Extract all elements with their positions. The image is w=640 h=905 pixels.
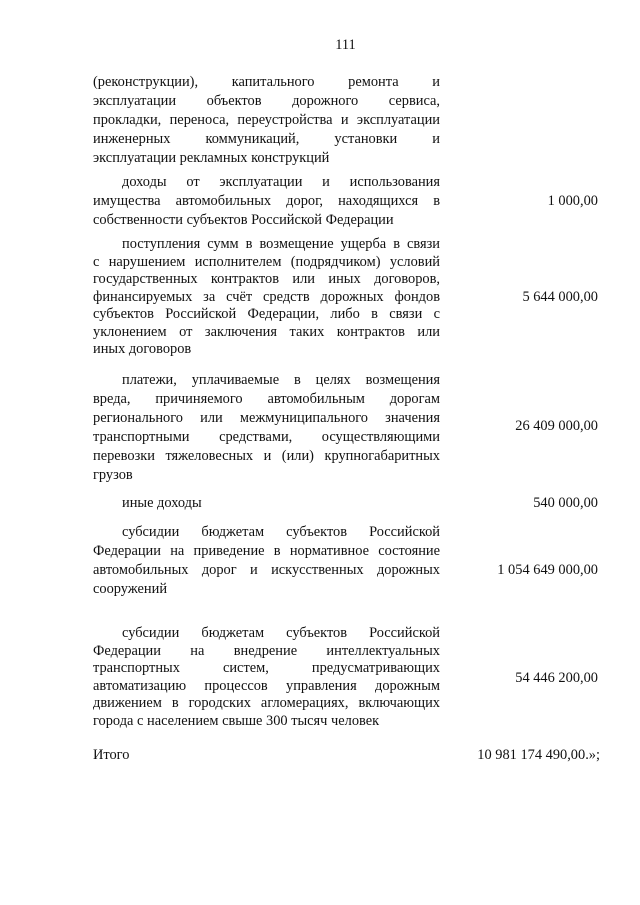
row-line: сооружений	[93, 581, 168, 597]
row-line: эксплуатации объектов дорожного сервиса,	[93, 93, 440, 109]
row-amount: 5 644 000,00	[522, 289, 598, 305]
row-amount: 540 000,00	[533, 495, 598, 511]
row-line: субсидии бюджетам субъектов Российской	[122, 524, 440, 540]
row-amount: 1 054 649 000,00	[497, 562, 598, 578]
row-line: Федерации на внедрение интеллектуальных	[93, 642, 440, 659]
total-amount: 10 981 174 490,00.»;	[477, 747, 600, 763]
row-line: прокладки, переноса, переустройства и эксплуатации	[93, 112, 440, 128]
row-line: грузов	[93, 467, 133, 483]
page-number: 111	[335, 37, 356, 53]
row-line: иных договоров	[93, 341, 192, 357]
row-line: транспортными средствами, осуществляющими	[93, 429, 440, 445]
row-line: субъектов Российской Федерации, либо в связи с	[93, 306, 440, 322]
row-line: иные доходы	[122, 495, 202, 511]
table-row-subsidies-its	[93, 625, 440, 730]
row-line: имущества автомобильных дорог, находящихся в	[93, 193, 440, 209]
table-row-other-income	[93, 494, 440, 513]
row-line: уклонением от заключения таких контрактов или	[93, 323, 440, 340]
row-line: собственности субъектов Российской Федерации	[93, 212, 394, 228]
table-row-subsidies-roads	[93, 523, 440, 599]
table-row-continuation	[93, 73, 440, 168]
table-row-damage-compensation	[93, 236, 440, 359]
row-line: Федерации на приведение в нормативное состояние	[93, 543, 440, 559]
row-line: автоматизацию процессов управления дорожным	[93, 677, 440, 694]
table-row-total	[93, 746, 440, 765]
row-line: с нарушением исполнителем (подрядчиком) условий	[93, 253, 440, 270]
row-line: эксплуатации рекламных конструкций	[93, 150, 330, 166]
row-line: платежи, уплачиваемые в целях возмещения	[122, 372, 440, 388]
table-row-property-income	[93, 173, 440, 230]
row-line: транспортных систем, предусматривающих	[93, 660, 440, 676]
table-row-heavy-vehicle-payments	[93, 371, 440, 485]
row-amount: 54 446 200,00	[515, 670, 598, 686]
row-line: финансируемых за счёт средств дорожных фондов	[93, 288, 440, 305]
row-line: поступления сумм в возмещение ущерба в связи	[122, 236, 440, 252]
row-amount: 1 000,00	[547, 193, 598, 209]
row-line: города с населением свыше 300 тысяч человек	[93, 712, 380, 729]
row-line: регионального или межмуниципального значения	[93, 410, 440, 426]
row-line: доходы от эксплуатации и использования	[122, 174, 440, 190]
row-line: автомобильных дорог и искусственных дорожных	[93, 562, 440, 578]
row-amount: 26 409 000,00	[515, 418, 598, 434]
row-line: (реконструкции), капитального ремонта и	[93, 74, 440, 90]
row-line: вреда, причиняемого автомобильным дорогам	[93, 391, 440, 407]
row-line: государственных контрактов или иных договоров,	[93, 271, 440, 287]
total-label: Итого	[93, 747, 130, 763]
row-line: субсидии бюджетам субъектов Российской	[122, 625, 440, 641]
row-line: движением в городских агломерациях, включающих	[93, 695, 440, 711]
row-line: перевозки тяжеловесных и (или) крупногабаритных	[93, 448, 440, 464]
row-line: инженерных коммуникаций, установки и	[93, 131, 440, 147]
